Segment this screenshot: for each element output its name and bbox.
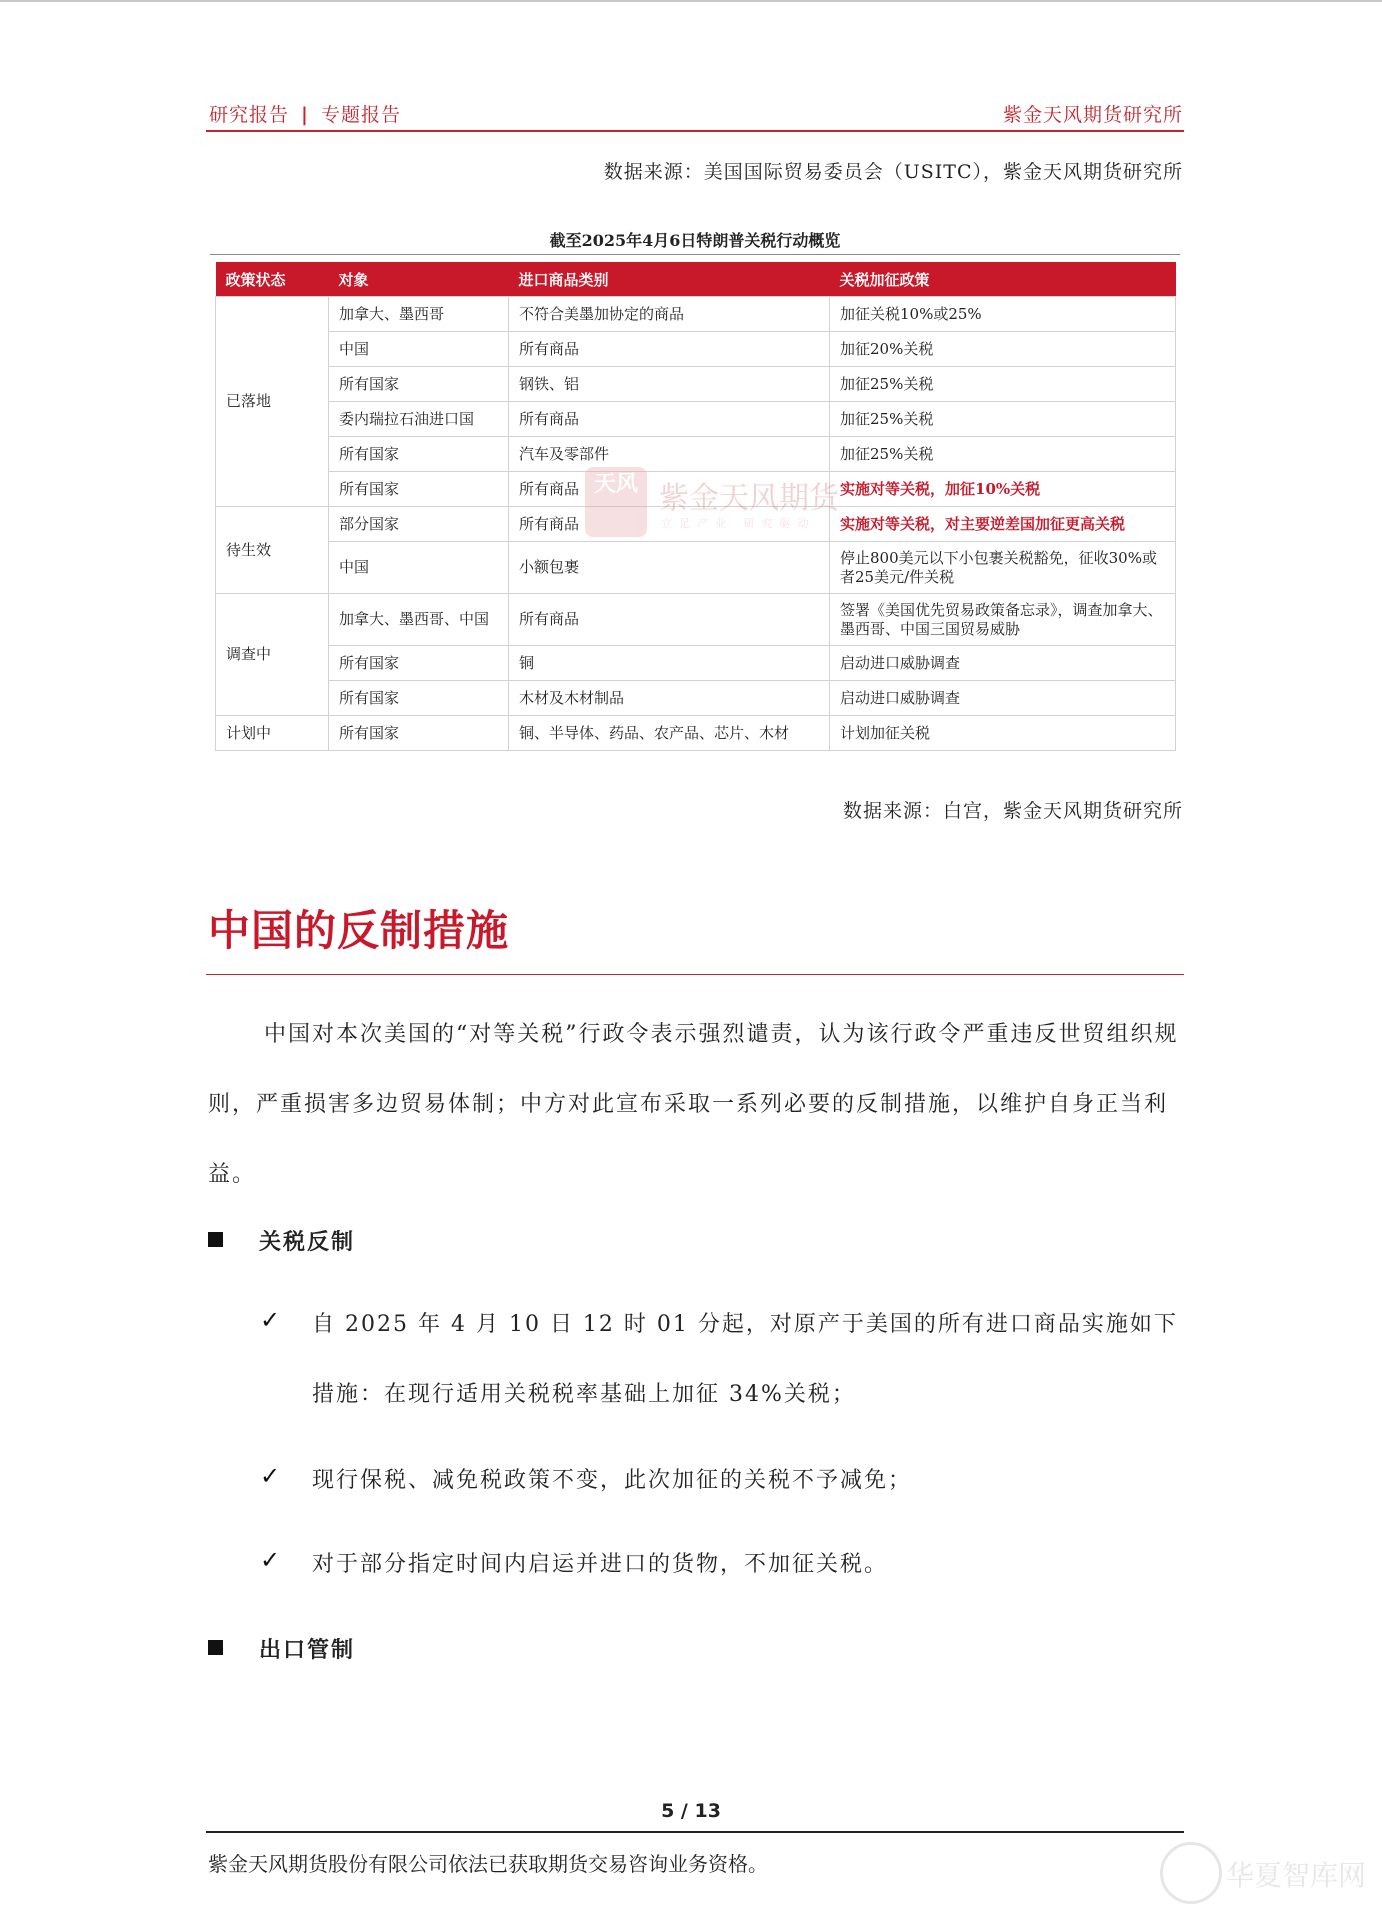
category-cell: 不符合美墨加协定的商品 [509,297,830,332]
table-row [216,297,1176,332]
table-row [216,332,1176,367]
section-rule [206,974,1184,975]
check-icon: ✓ [260,1462,281,1490]
target-cell: 所有国家 [329,437,509,472]
watermark-name: 紫金天风期货 [659,481,839,516]
category-cell: 小额包裹 [509,542,830,594]
square-bullet-icon [208,1232,223,1247]
source-note-table: 数据来源：白宫，紫金天风期货研究所 [842,800,1183,822]
category-cell: 铜、半导体、药品、农产品、芯片、木材 [509,716,830,751]
policy-cell-highlight: 实施对等关税，加征10%关税 [830,472,1176,507]
category-cell: 所有商品 [509,402,830,437]
policy-cell: 加征25%关税 [830,402,1176,437]
check-item: 现行保税、减免税政策不变，此次加征的关税不予减免； [312,1468,913,1493]
table-row [216,402,1176,437]
check-item: 自 2025 年 4 月 10 日 12 时 01 分起，对原产于美国的所有进口商品实施如下措施：在现行适用关税税率基础上加征 34%关税； [312,1312,1178,1407]
bullet-label: 关税反制 [259,1229,356,1255]
table-row [216,437,1176,472]
body-paragraph: 中国对本次美国的“对等关税”行政令表示强烈谴责，认为该行政令严重违反世贸组织规则，严重损害多边贸易体制；中方对此宣布采取一系列必要的反制措施，以维护自身正当利益。 [208,1022,1179,1187]
status-cell: 计划中 [216,716,329,751]
header-status: 政策状态 [216,262,329,297]
bullet-tariff-countermeasures [208,1225,355,1256]
footer-rule [206,1831,1184,1833]
policy-cell: 加征25%关税 [830,367,1176,402]
square-bullet-icon [208,1640,223,1655]
policy-cell: 签署《美国优先贸易政策备忘录》，调查加拿大、墨西哥、中国三国贸易威胁 [830,594,1176,646]
policy-cell: 启动进口威胁调查 [830,646,1176,681]
table-title-rule [210,254,1180,255]
target-cell: 中国 [329,332,509,367]
corner-watermark [1160,1840,1382,1910]
status-cell: 待生效 [216,507,329,594]
source-note-top: 数据来源：美国国际贸易委员会（USITC），紫金天风期货研究所 [603,161,1183,183]
target-cell: 中国 [329,542,509,594]
header-target: 对象 [329,262,509,297]
target-cell: 所有国家 [329,681,509,716]
category-cell: 汽车及零部件 [509,437,830,472]
table-header-row [216,262,1176,297]
target-cell: 加拿大、墨西哥 [329,297,509,332]
target-cell: 所有国家 [329,472,509,507]
header-institute: 紫金天风期货研究所 [1002,104,1183,126]
table-row [216,367,1176,402]
category-cell: 钢铁、铝 [509,367,830,402]
corner-watermark-text: 华夏智库网 [1226,1859,1367,1892]
header-left [209,100,401,127]
policy-cell: 停止800美元以下小包裹关税豁免，征收30%或者25美元/件关税 [830,542,1176,594]
status-cell: 调查中 [216,594,329,716]
check-item: 对于部分指定时间内启运并进口的货物，不加征关税。 [312,1552,889,1577]
category-cell: 铜 [509,646,830,681]
table-row [216,681,1176,716]
table-row [216,507,1176,542]
target-cell: 所有国家 [329,646,509,681]
footer-disclaimer: 紫金天风期货股份有限公司依法已获取期货交易咨询业务资格。 [208,1852,768,1876]
table-row [216,594,1176,646]
top-border [0,0,1382,2]
policy-cell: 计划加征关税 [830,716,1176,751]
category-cell: 所有商品 [509,472,830,507]
target-cell: 所有国家 [329,716,509,751]
category-cell: 所有商品 [509,507,830,542]
check-icon: ✓ [260,1546,281,1574]
report-type-label: 研究报告 [209,104,290,126]
status-cell: 已落地 [216,297,329,507]
check-icon: ✓ [260,1306,281,1334]
table-row [216,542,1176,594]
header-separator: | [301,104,309,126]
policy-cell-highlight: 实施对等关税，对主要逆差国加征更高关税 [830,507,1176,542]
category-cell: 所有商品 [509,332,830,367]
target-cell: 所有国家 [329,367,509,402]
category-cell: 木材及木材制品 [509,681,830,716]
tariff-table [215,262,1176,751]
category-cell: 所有商品 [509,594,830,646]
policy-cell: 启动进口威胁调查 [830,681,1176,716]
bullet-label: 出口管制 [259,1637,356,1663]
header-policy: 关税加征政策 [830,262,1176,297]
header-category: 进口商品类别 [509,262,830,297]
policy-cell: 加征25%关税 [830,437,1176,472]
watermark-seal: 天风 [585,467,647,537]
target-cell: 加拿大、墨西哥、中国 [329,594,509,646]
page-number: 5 / 13 [661,1800,721,1822]
watermark-slogan: 立足产业 研究驱动 [661,517,816,530]
target-cell: 部分国家 [329,507,509,542]
tariff-table-figure [210,210,1180,760]
table-row [216,472,1176,507]
table-row [216,716,1176,751]
header-rule [206,130,1184,132]
section-title: 中国的反制措施 [208,906,510,955]
policy-cell: 加征关税10%或25% [830,297,1176,332]
table-row [216,646,1176,681]
target-cell: 委内瑞拉石油进口国 [329,402,509,437]
policy-cell: 加征20%关税 [830,332,1176,367]
table-title: 截至2025年4月6日特朗普关税行动概览 [549,231,841,250]
bullet-export-control [208,1633,355,1664]
report-subtype-label: 专题报告 [320,104,401,126]
watermark-logo-icon [1160,1842,1222,1904]
